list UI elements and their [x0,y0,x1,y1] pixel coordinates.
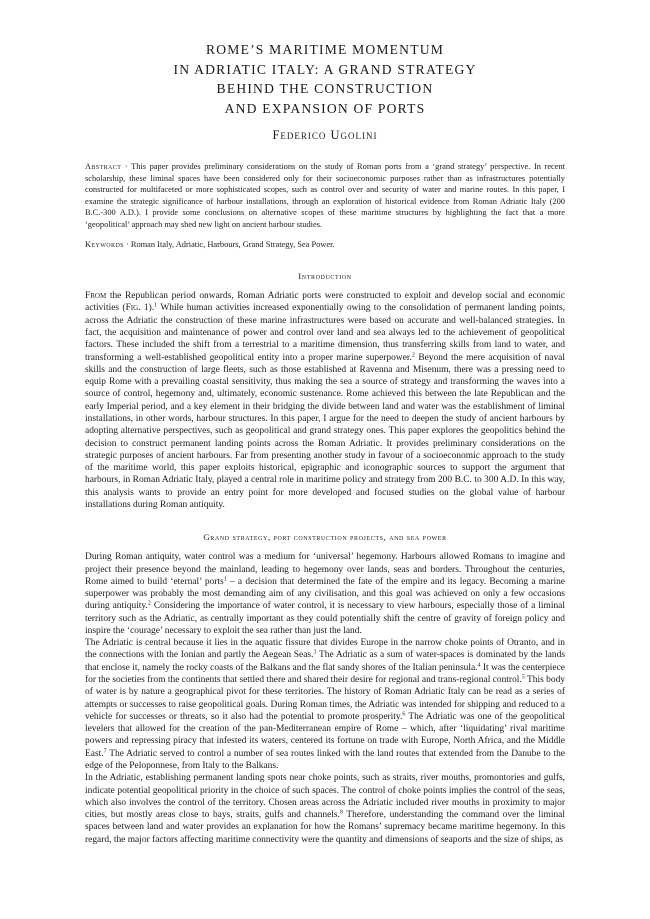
paragraph-text: In the Adriatic, establishing permanent landing spots near choke points, such as straits, river mouths, promontories and gulfs, indicate potential geopolitical priority in the choice of such spaces. The control of choke points implies the control of the seas, which also involves the control of the territory. Chosen areas across the Adriatic included river mouths in proximity to major cities, but mostly areas close to bays, straits, gulfs and channels. [85,773,565,821]
paragraph-text: Beyond the mere acquisition of naval skills and the construction of large fleets, such as those established at Ravenna and Misenum, there was a pressing need to equip Rome with a prevailing coastal sensitivity, thus making the sea a source of strategy and transforming the waves into a source of control, hegemony and, ultimately, economic sustenance. Rome achieved this between the late Republican and the early Imperial period, and a key element in their bridging the divide between land and water was the establishment of liminal installations, in other words, harbour structures. In this paper, I argue for the need to deepen the study of ancient harbours by adopting alternative perspectives, such as geopolitical and grand strategy ones. This paper explores the geopolitics behind the decision to construct permanent landing points across the Roman Adriatic. It provides preliminary considerations on the strategic purposes of ancient harbours. Far from presenting another study in favour of a socioeconomic approach to the study of the maritime world, this paper exploits historical, epigraphic and iconographic sources to support the argument that harbours, in Roman Adriatic Italy, played a central role in maritime policy and strategy from 200 B.C. to 300 A.D. In this way, this analysis wants to provide an entry point for more developed and focused studies on the global value of harbour installations during Roman antiquity. [85,352,565,510]
lead-word: From [85,291,107,302]
footnote-marker[interactable]: 5 [521,674,525,681]
paragraph-text: It was the centerpiece for the societies from the continents that settled there and shared their desire for regional and trans-regional control. [85,662,565,686]
footnote-marker[interactable]: 6 [402,711,406,718]
paragraph-text: The Adriatic as a sum of water-spaces is dominated by the lands that enclose it, namely the rocky coasts of the Balkans and the flat sandy shores of the Italian peninsula. [85,650,565,673]
body-paragraph [85,772,565,846]
paragraph-text: ). [148,303,155,314]
paper-page [85,40,565,846]
title-line: IN ADRIATIC ITALY: A GRAND STRATEGY [173,61,477,77]
paragraph-text: The Adriatic served to control a number of sea routes linked with the land routes that extended from the Danube to the edge of the Peloponnese, from Italy to the Balkans. [85,748,565,771]
paragraph-text: The Adriatic is central because it lies in the aquatic fissure that divides Europe in the narrow choke points of Otranto, and in the connections with the Ionian and partly the Aegean Seas. [85,638,565,661]
paper-title [85,40,565,118]
abstract [85,161,565,231]
paragraph-text: Considering the importance of water control, it is necessary to view harbours, especially those of a liminal territory such as the Adriatic, as centrally important as they could potentially shift the centre of gravity of foreign policy and inspire the ‘courage’ necessary to exploit the sea rather than just the land. [85,601,565,636]
keywords [85,239,565,251]
footnote-marker[interactable]: 7 [103,748,107,755]
figure-reference[interactable]: Fig. 1 [125,303,149,314]
paragraph-text: During Roman antiquity, water control was a medium for ‘universal’ hegemony. Harbours allowed Romans to imagine and project their presence beyond the mainland, leading to hegemony over lands, seas and borders. Throughout the centuries, Rome aimed to build ‘eternal’ ports [85,552,565,587]
paragraph-text: the Republican period onwards, Roman Adriatic ports were constructed to exploit and develop social and economic activities ( [85,291,565,314]
paragraph-text: While human activities increased exponentially owing to the consolidation of permanent landing points, across the Adriatic the construction of these marine infrastructures were based on accurate and well-balanced strategies. In fact, the acquisition and maintenance of power and control over land and sea always led to the achievement of geopolitical factors. These included the shift from a terrestrial to a maritime dimension, thus transferring skills from land to water, and transforming a well-established geopolitical entity into a proper marine superpower. [85,303,565,363]
paragraph-text: The Adriatic was one of the geopolitical levelers that allowed for the creation of the pan-Mediterranean empire of Rome – which, after ‘liquidating’ rival maritime powers and repressing piracy that infested its waters, centered its fortune on trade with Europe, North Africa, and the Middle East. [85,711,565,759]
paragraph-text: This body of water is by nature a geographical pivot for these territories. The history of Roman Adriatic Italy can be read as a series of attempts or successes to raise geopolitical goals. During Roman times, the Adriatic was intended for shipping and reduced to a vehicle for successes or threats, so it also had the potential to promote prosperity. [85,675,566,722]
abstract-label: Abstract [85,162,122,171]
keywords-text: · Roman Italy, Adriatic, Harbours, Grand Strategy, Sea Power. [123,239,335,249]
title-line: AND EXPANSION OF PORTS [224,100,426,116]
footnote-marker[interactable]: 8 [339,809,343,816]
author-name: Federico Ugolini [272,128,378,142]
body-paragraph [85,551,565,637]
footnote-marker[interactable]: 1 [223,576,227,583]
footnote-marker[interactable]: 4 [477,662,481,669]
footnote-marker[interactable]: 3 [313,649,317,656]
paragraph-text: Therefore, understanding the command over the liminal spaces between land and water provides an explanation for how the Romans’ supremacy became maritime hegemony. In this regard, the major factors affecting maritime connectivity were the quantity and dimensions of seaports and the size of ships, as [85,810,565,845]
introduction-paragraph [85,290,565,511]
title-line: BEHIND THE CONSTRUCTION [216,81,434,96]
abstract-text: · This paper provides preliminary considerations on the study of Roman ports from a ‘grand strategy’ perspective. In recent scholarship, these liminal spaces have been considered only for their socioeconomic purposes rather than as infrastructures potentially constructed for multifaceted or more sophisticated scopes, such as control over and security of water and marine routes. In this paper, I examine the strategic significance of harbour installations, through an exploration of historical evidence from Roman Adriatic Italy (200 B.C.-300 A.D.). I provide some conclusions on alternative scopes of these maritime structures by highlighting the fact that a more ‘geopolitical’ approach may shed new light on ancient harbour studies. [85,162,565,229]
section-heading-grand-strategy: Grand strategy, port construction projects, and sea power [203,532,447,543]
footnote-marker[interactable]: 2 [411,352,415,359]
body-paragraph [85,637,565,772]
paragraph-text: – a decision that determined the fate of the empire and its legacy. Becoming a marine superpower was probably the most demanding aim of any civilisation, and this goal was achieved on only a few occasions during antiquity. [85,576,565,612]
footnote-marker[interactable]: 2 [147,600,151,607]
keywords-label: Keywords [85,239,124,249]
title-line: ROME’S MARITIME MOMENTUM [206,42,444,57]
footnote-marker[interactable]: 1 [154,302,158,309]
section-heading-introduction: Introduction [298,271,352,282]
